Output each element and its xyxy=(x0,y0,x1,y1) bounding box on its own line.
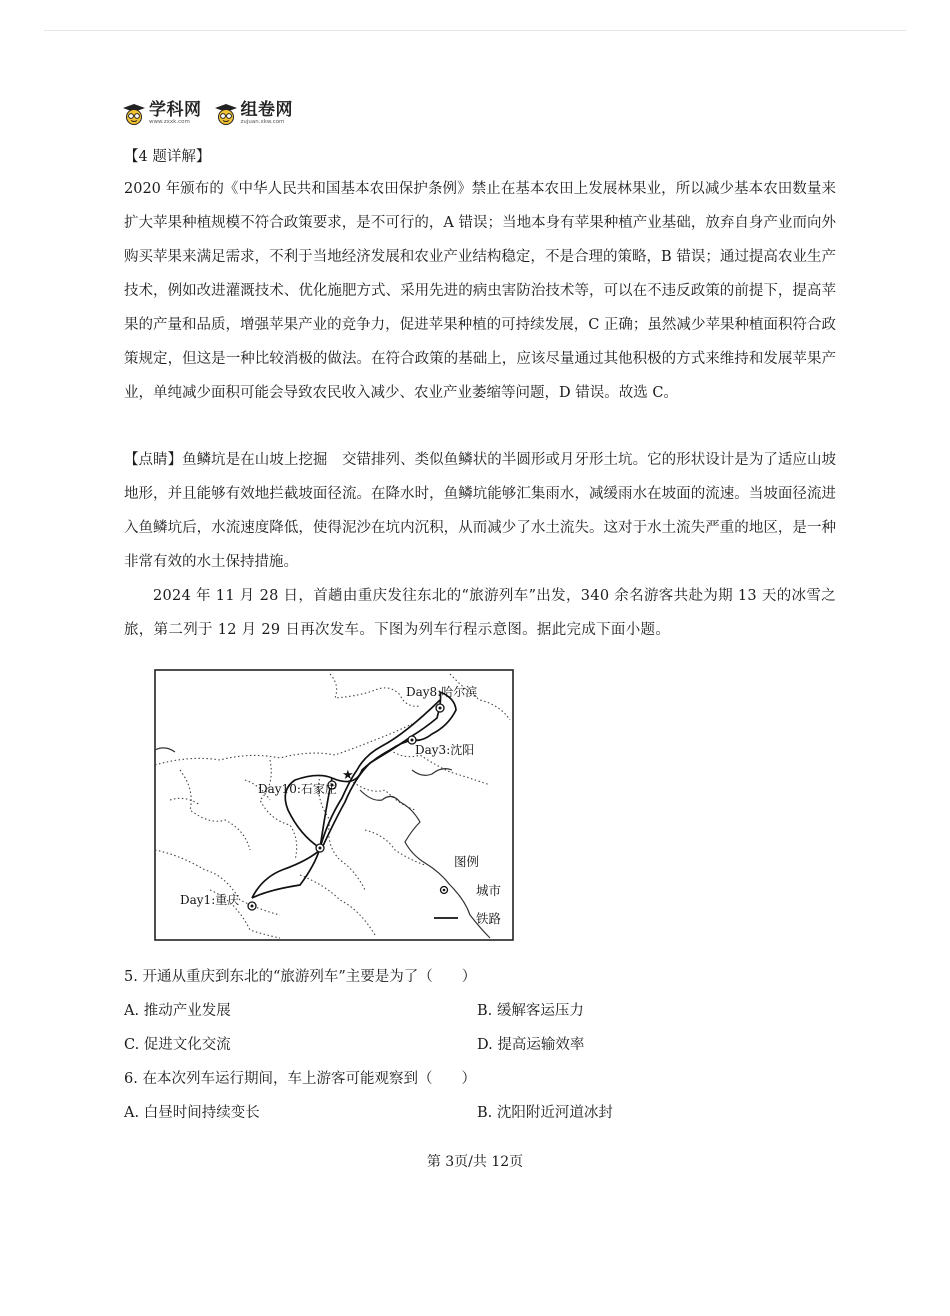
q5-option-d[interactable]: D. 提高运输效率 xyxy=(477,1037,585,1053)
logo1-name: 学科网 xyxy=(149,100,202,120)
question-5-stem: 5. 开通从重庆到东北的“旅游列车”主要是为了（ ） xyxy=(124,969,477,985)
q5-option-b[interactable]: B. 缓解客运压力 xyxy=(477,1003,584,1019)
page-footer: 第 3页/共 12页 xyxy=(426,1154,524,1170)
q6-option-a[interactable]: A. 白昼时间持续变长 xyxy=(124,1105,260,1121)
q6-option-b[interactable]: B. 沈阳附近河道冰封 xyxy=(477,1105,613,1121)
question-6-stem: 6. 在本次列车运行期间，车上游客可能观察到（ ） xyxy=(124,1071,476,1087)
zujuan-logo xyxy=(214,102,294,126)
label-shijiazhuang: Day10:石家庄 xyxy=(258,782,337,796)
capital-star-icon: ★ xyxy=(342,768,354,783)
legend-city: 城市 xyxy=(476,883,502,898)
graduate-face-icon xyxy=(122,103,146,125)
graduate-face-icon xyxy=(214,103,238,125)
label-chongqing: Day1:重庆 xyxy=(180,893,240,907)
map-legend xyxy=(434,854,502,926)
label-harbin: Day8:哈尔滨 xyxy=(406,685,478,699)
legend-rail: 铁路 xyxy=(476,911,502,926)
map-labels xyxy=(180,684,480,907)
top-rule xyxy=(44,30,906,31)
q5-option-a[interactable]: A. 推动产业发展 xyxy=(124,1003,231,1019)
logo2-url: zujuan.xkw.com xyxy=(240,119,285,125)
label-shenyang: Day3:沈阳 xyxy=(415,743,475,757)
legend-title: 图例 xyxy=(454,854,480,869)
header-logos xyxy=(122,102,293,126)
logo2-name: 组卷网 xyxy=(240,100,293,120)
answer-explanation: 2020 年颁布的《中华人民共和国基本农田保护条例》禁止在基本农田上发展林果业，所以减少基本农田数量来扩大苹果种植规模不符合政策要求，是不可行的，A 错误；当地本身有苹果种植产业基础，放弃自身产业而向外购买苹果来满足需求，不利于当地经济发展和农业产业结构稳定，不是合理的策略，B 错误；通过提高农业生产技术，例如改进灌溉技术、优化施肥方式、采用先进的病虫害防治技术等，可以在不违反政策的前提下，提高苹果的产量和品质，增强苹果产业的竞争力，促进苹果种植的可持续发展，C 正确；虽然减少苹果种植面积符合政策规定，但这是一种比较消极的做法。在符合政策的基础上，应该尽量通过其他积极的方式来维持和发展苹果产业，单纯减少面积可能会导致农民收入减少、农业产业萎缩等问题，D 错误。故选 C。 xyxy=(124,181,836,401)
intro-paragraph: 2024 年 11 月 28 日，首趟由重庆发往东北的“旅游列车”出发，340 余名游客共赴为期 13 天的冰雪之旅，第二列于 12 月 29 日再次发车。下图为列车行程示意图。据此完成下面小题。 xyxy=(124,588,836,638)
train-route-map xyxy=(150,660,520,945)
tip-paragraph: 【点睛】鱼鳞坑是在山坡上挖掘 交错排列、类似鱼鳞状的半圆形或月牙形土坑。它的形状设计是为了适应山坡地形，并且能够有效地拦截坡面径流。在降水时，鱼鳞坑能够汇集雨水，减缓雨水在坡面的流速。当坡面径流进入鱼鳞坑后，水流速度降低，使得泥沙在坑内沉积，从而减少了水土流失。这对于水土流失严重的地区，是一种非常有效的水土保持措施。 xyxy=(124,452,836,570)
q5-option-c[interactable]: C. 促进文化交流 xyxy=(124,1037,231,1053)
logo1-url: www.zxxk.com xyxy=(149,119,190,125)
section-title: 【4 题详解】 xyxy=(124,149,211,165)
xueke-logo xyxy=(122,102,202,126)
